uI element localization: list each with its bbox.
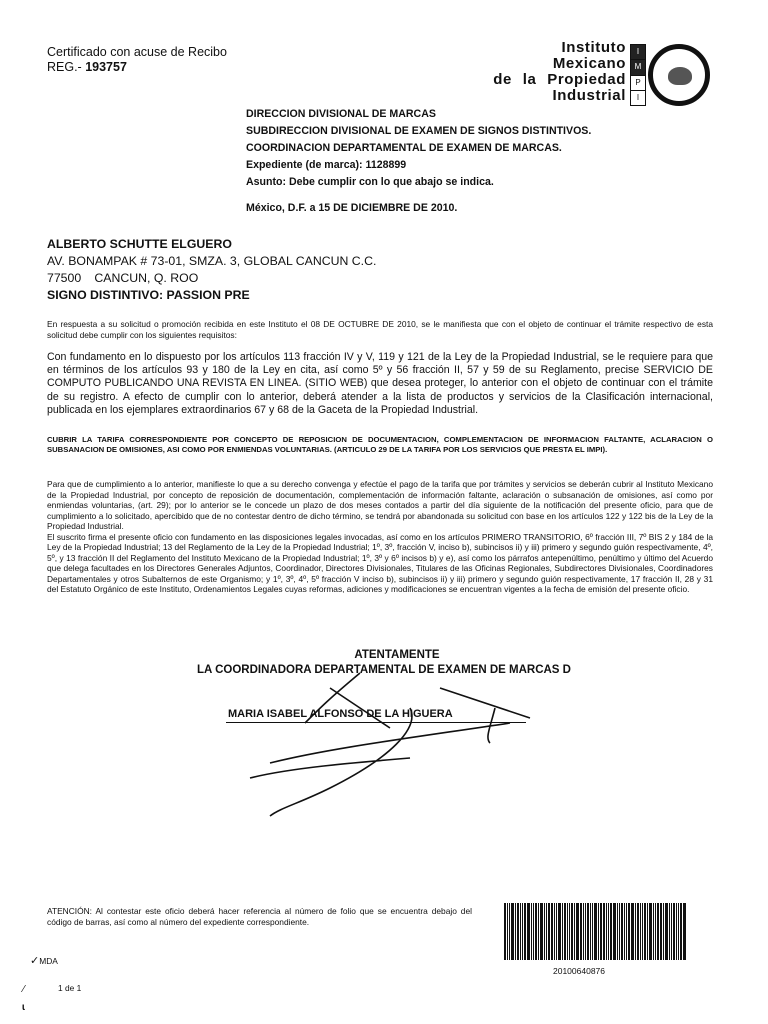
institution-line-2: Mexicano (552, 55, 626, 72)
barcode-stripe (580, 903, 582, 960)
barcode-stripe (515, 903, 516, 960)
institution-line-3: de la Propiedad (493, 71, 626, 88)
barcode-stripe (524, 903, 526, 960)
barcode-stripe (649, 903, 652, 960)
barcode-stripe (517, 903, 519, 960)
barcode-stripe (671, 903, 672, 960)
paragraph-response: En respuesta a su solicitud o promoción recibida en este Instituto el 08 DE OCTUBRE DE 2010, se le manifiesta que con el objeto de continuar el trámite respectivo de esta solicitud debe cumplir con los siguientes requisitos: (47, 319, 713, 340)
logo-letter: P (631, 76, 645, 91)
attention-label: ATENCIÓN: (47, 906, 92, 916)
impi-logo-bar (630, 44, 646, 106)
check-mark-icon: ✓ (30, 955, 40, 967)
signature-line (226, 722, 526, 723)
signo-distintivo: SIGNO DISTINTIVO: PASSION PRE (47, 288, 250, 302)
barcode-stripe (564, 903, 566, 960)
barcode-stripe (567, 903, 568, 960)
barcode-stripe (637, 903, 639, 960)
barcode-stripe (535, 903, 537, 960)
barcode-stripe (590, 903, 591, 960)
barcode-stripe (576, 903, 579, 960)
barcode-stripe (660, 903, 662, 960)
registration-prefix: REG.- (47, 60, 86, 74)
barcode-stripe (504, 903, 506, 960)
logo-letter: I (631, 91, 645, 105)
emblem-figure (668, 67, 692, 85)
barcode-stripe (653, 903, 654, 960)
barcode-stripe (509, 903, 510, 960)
barcode-stripe (540, 903, 543, 960)
certificate-line: Certificado con acuse de Recibo (47, 45, 227, 59)
logo-letter: M (631, 60, 645, 75)
barcode-stripe (548, 903, 550, 960)
barcode-stripe (665, 903, 668, 960)
barcode-stripe (562, 903, 563, 960)
barcode-stripe (678, 903, 679, 960)
page-number: 1 de 1 (58, 983, 82, 993)
paragraph-compliance: Para que de cumplimiento a lo anterior, manifieste lo que a su derecho convenga y efectúe el pago de la tarifa que por trámites y servicios se deberán cubrir al Instituto Mexicano de la Propiedad Industrial, por concepto de reposición de documentación, complementación de información faltante, aclaración o subsanación de omisiones, así como por enmiendas voluntarias, (art. 29); por lo anterior se le concede un plazo de dos meses contados a partir del día siguiente de la notificación del presente oficio, para que de cumplimiento a lo solicitado, apercibido que de no contestar dentro de dicho término, se tendrá por abandonada su solicitud con base en los artículos 122 y 122 bis de la Ley de la Propiedad Industrial. (47, 479, 713, 531)
barcode-stripe (511, 903, 514, 960)
barcode-stripe (640, 903, 641, 960)
barcode-stripe (531, 903, 532, 960)
barcode-stripe (635, 903, 636, 960)
paragraph-signature-basis: El suscrito firma el presente oficio con fundamento en las disposiciones legales invocadas, así como en los artículos PRIMERO TRANSITORIO, 6º fracción III, 7º BIS 2 y 184 de la Ley de la Propiedad Industrial; 13 del Reglamento de la Ley de la Propiedad Industrial; 1º, 3º, fracción V, inciso b), subincisos ii) y iii) primero y segundo guión respectivamente, 4º, 5º, y 13 fracción II del Reglamento del Instituto Mexicano de la Propiedad Industrial; 1º, 3º y 6º incisos b) y e), así como los párrafos antepenúltimo, penúltimo y último del Acuerdo que delega facultades en los Directores Generales Adjuntos, Coordinador, Directores Divisionales, Titulares de las Oficinas Regionales, Subdirectores Divisionales, Coordinadores Departamentales y otros Subalternos de este Organismo; y 1º, 3º, 4º, 5º fracción V inciso b), subincisos ii) y iii) primero y segundo guión respectivamente, 17 fracción II, 28 y 31 del Estatuto Orgánico de este Instituto, Ordenamientos Legales cuyas reformas, adiciones y modificaciones se encuentran vigentes a la fecha de emisión del presente oficio. (47, 531, 713, 594)
barcode-stripe (556, 903, 557, 960)
barcode-stripe (538, 903, 539, 960)
heading-line-2: SUBDIRECCION DIVISIONAL DE EXAMEN DE SIGNOS DISTINTIVOS. (246, 125, 592, 137)
barcode-stripe (583, 903, 584, 960)
office-heading (246, 106, 591, 217)
barcode-stripe (610, 903, 612, 960)
addressee-name: ALBERTO SCHUTTE ELGUERO (47, 237, 232, 251)
initials (30, 954, 58, 967)
barcode-stripe (655, 903, 656, 960)
impi-logo-emblem-icon (648, 44, 710, 106)
addressee-city-line (47, 270, 376, 287)
paragraph-legal (47, 479, 713, 595)
barcode-stripe (673, 903, 675, 960)
barcode-stripe (628, 903, 630, 960)
barcode-stripe (520, 903, 521, 960)
barcode-stripe (680, 903, 682, 960)
barcode-stripe (522, 903, 523, 960)
barcode-stripe (527, 903, 530, 960)
barcode-number: 20100640876 (553, 966, 606, 976)
barcode-stripe (624, 903, 625, 960)
barcode-stripe (621, 903, 623, 960)
document-date: México, D.F. a 15 DE DICIEMBRE DE 2010. (246, 202, 458, 214)
barcode-stripe (598, 903, 599, 960)
pen-mark-icon: ɩ (22, 1002, 25, 1013)
barcode-stripe (619, 903, 620, 960)
heading-line-3: COORDINACION DEPARTAMENTAL DE EXAMEN DE MARCAS. (246, 142, 562, 154)
registration-line (47, 60, 227, 75)
barcode-stripe (600, 903, 602, 960)
city: CANCUN, Q. ROO (94, 271, 199, 285)
paragraph-requirement: Con fundamento en lo dispuesto por los artículos 113 fracción IV y V, 119 y 121 de la Ley de la Propiedad Industrial, se le requiere para que en términos de los artículos 93 y 180 de la Ley en cita, así como 5º y 56 fracción II, 57 y 59 de su Reglamento, precise SERVICIO DE COMPUTO PUBLICANDO UNA REVISTA EN LINEA. (SITIO WEB) que desea proteger, lo anterior con el objeto de continuar con el trámite de su registro. A efecto de cumplir con lo anterior, deberá atender a la lista de productos y servicios de la Clasificación internacional, publicada en los ejemplares extraordinarios 67 y 68 de la Gaceta de la Propiedad Industrial. (47, 351, 713, 416)
barcode-stripe (569, 903, 570, 960)
barcode-stripe (585, 903, 586, 960)
barcode (504, 903, 710, 960)
asunto: Asunto: Debe cumplir con lo que abajo se indica. (246, 176, 494, 188)
barcode-stripe (683, 903, 686, 960)
addressee-block (47, 236, 376, 304)
barcode-stripe (642, 903, 643, 960)
addressee-street: AV. BONAMPAK # 73-01, SMZA. 3, GLOBAL CANCUN C.C. (47, 254, 377, 268)
barcode-stripe (587, 903, 589, 960)
postal-code: 77500 (47, 271, 82, 285)
barcode-stripe (574, 903, 575, 960)
barcode-stripe (544, 903, 545, 960)
expediente: Expediente (de marca): 1128899 (246, 159, 407, 171)
barcode-stripe (592, 903, 593, 960)
certificate-header (47, 45, 227, 75)
registration-number: 193757 (85, 60, 127, 74)
barcode-stripe (571, 903, 573, 960)
barcode-stripe (551, 903, 553, 960)
paragraph-tariff: CUBRIR LA TARIFA CORRESPONDIENTE POR CONCEPTO DE REPOSICION DE DOCUMENTACION, COMPLEMENTACION DE INFORMACION FALTANTE, ACLARACION O SUBSANACION DE OMISIONES, ASI COMO POR ENMIENDAS VOLUNTARIAS. (ARTICULO 29 DE LA TARIFA POR LOS SERVICIOS QUE PRESTA EL IMPI). (47, 435, 713, 454)
pen-mark-icon: ⁄ (23, 984, 25, 995)
signer-title: LA COORDINADORA DEPARTAMENTAL DE EXAMEN DE MARCAS D (197, 664, 571, 676)
barcode-stripe (617, 903, 618, 960)
barcode-stripe (647, 903, 648, 960)
barcode-stripe (606, 903, 607, 960)
signer-name: MARIA ISABEL ALFONSO DE LA HIGUERA (228, 708, 453, 720)
barcode-stripe (644, 903, 646, 960)
atentamente: ATENTAMENTE (354, 649, 440, 661)
barcode-stripe (594, 903, 597, 960)
barcode-stripe (676, 903, 677, 960)
logo-letter: I (631, 45, 645, 60)
barcode-stripe (603, 903, 605, 960)
institution-line-1: Instituto (561, 39, 626, 56)
barcode-stripe (663, 903, 664, 960)
barcode-stripe (554, 903, 555, 960)
institution-name (493, 40, 626, 104)
initials-text: MDA (39, 956, 58, 966)
barcode-stripe (558, 903, 561, 960)
attention-note (47, 906, 472, 928)
barcode-stripe (546, 903, 547, 960)
handwritten-signature (210, 668, 540, 818)
attention-text: Al contestar este oficio deberá hacer referencia al número de folio que se encuentra debajo del código de barras, así como al número del expediente correspondiente. (47, 906, 472, 927)
barcode-stripe (631, 903, 634, 960)
institution-line-4: Industrial (552, 87, 626, 104)
barcode-stripe (533, 903, 534, 960)
barcode-stripe (608, 903, 609, 960)
barcode-stripe (657, 903, 659, 960)
heading-line-1: DIRECCION DIVISIONAL DE MARCAS (246, 108, 436, 120)
barcode-stripe (507, 903, 508, 960)
barcode-stripe (626, 903, 627, 960)
barcode-stripe (613, 903, 616, 960)
barcode-stripe (669, 903, 670, 960)
